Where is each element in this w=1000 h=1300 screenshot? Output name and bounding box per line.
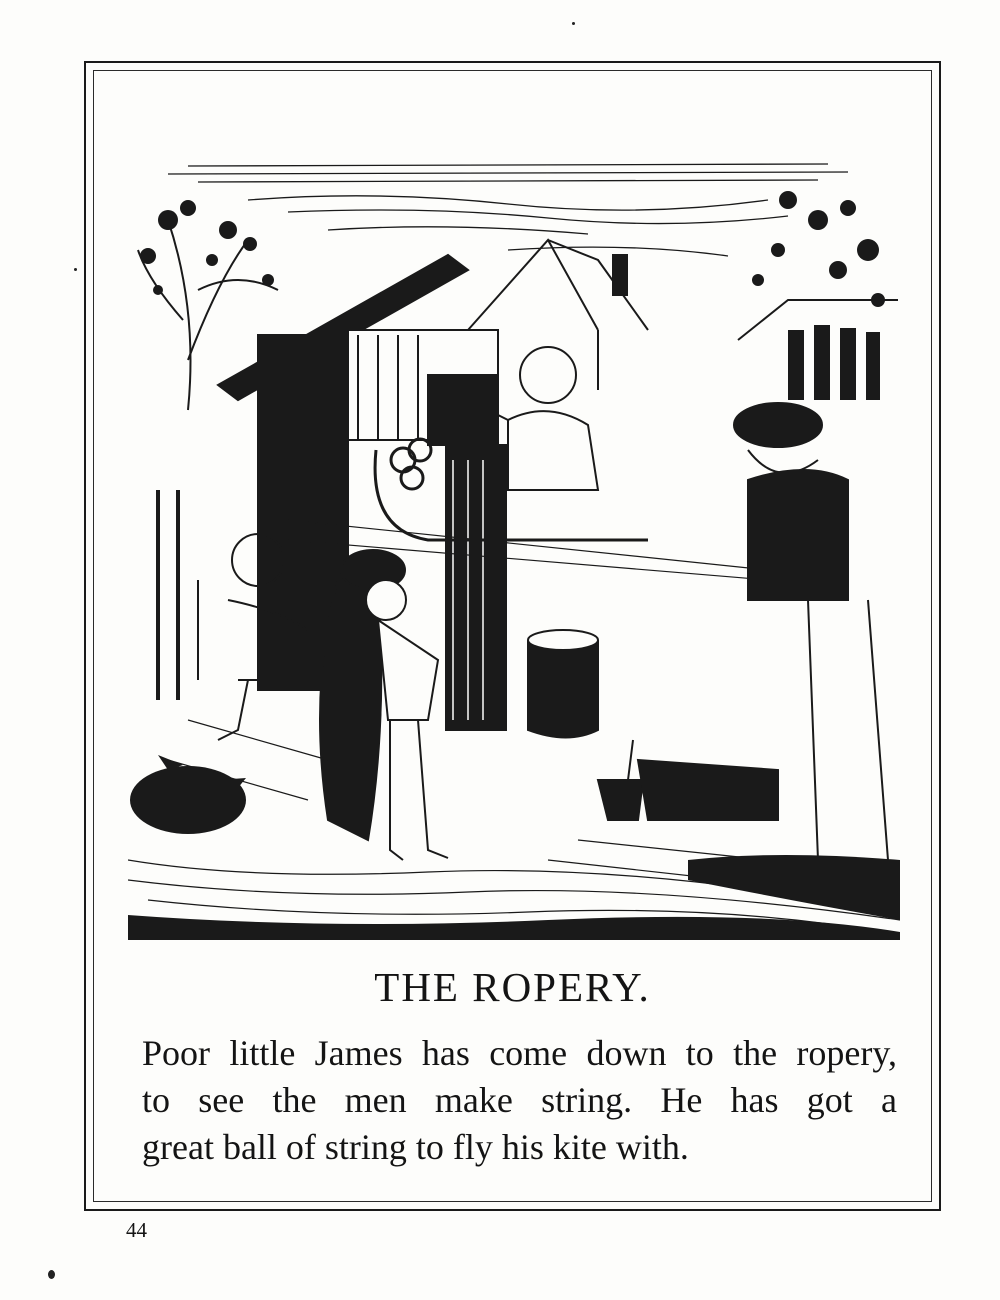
ground (128, 720, 900, 935)
ink-speck (48, 1270, 55, 1279)
story-paragraph (142, 1030, 897, 1171)
page-number: 44 (126, 1218, 147, 1242)
ropery-engraving (128, 160, 900, 940)
ink-speck (74, 268, 77, 271)
james-with-kite (320, 550, 448, 860)
ink-speck (572, 22, 575, 25)
story-line-3: great ball of string to fly his kite with. (142, 1127, 689, 1167)
fence (788, 325, 880, 400)
ground-shadow (128, 855, 900, 940)
engraving-svg (128, 160, 900, 940)
page-title: THE ROPERY. (374, 964, 651, 1010)
bucket-and-trough (598, 740, 778, 820)
barrel (528, 630, 598, 738)
story-line-1: Poor little James has come down to the ropery, (142, 1033, 897, 1073)
story-line-2: to see the men make string. He has got a (142, 1080, 897, 1120)
dog (130, 755, 246, 834)
right-foliage (752, 191, 885, 307)
sky-hatching (168, 164, 848, 256)
